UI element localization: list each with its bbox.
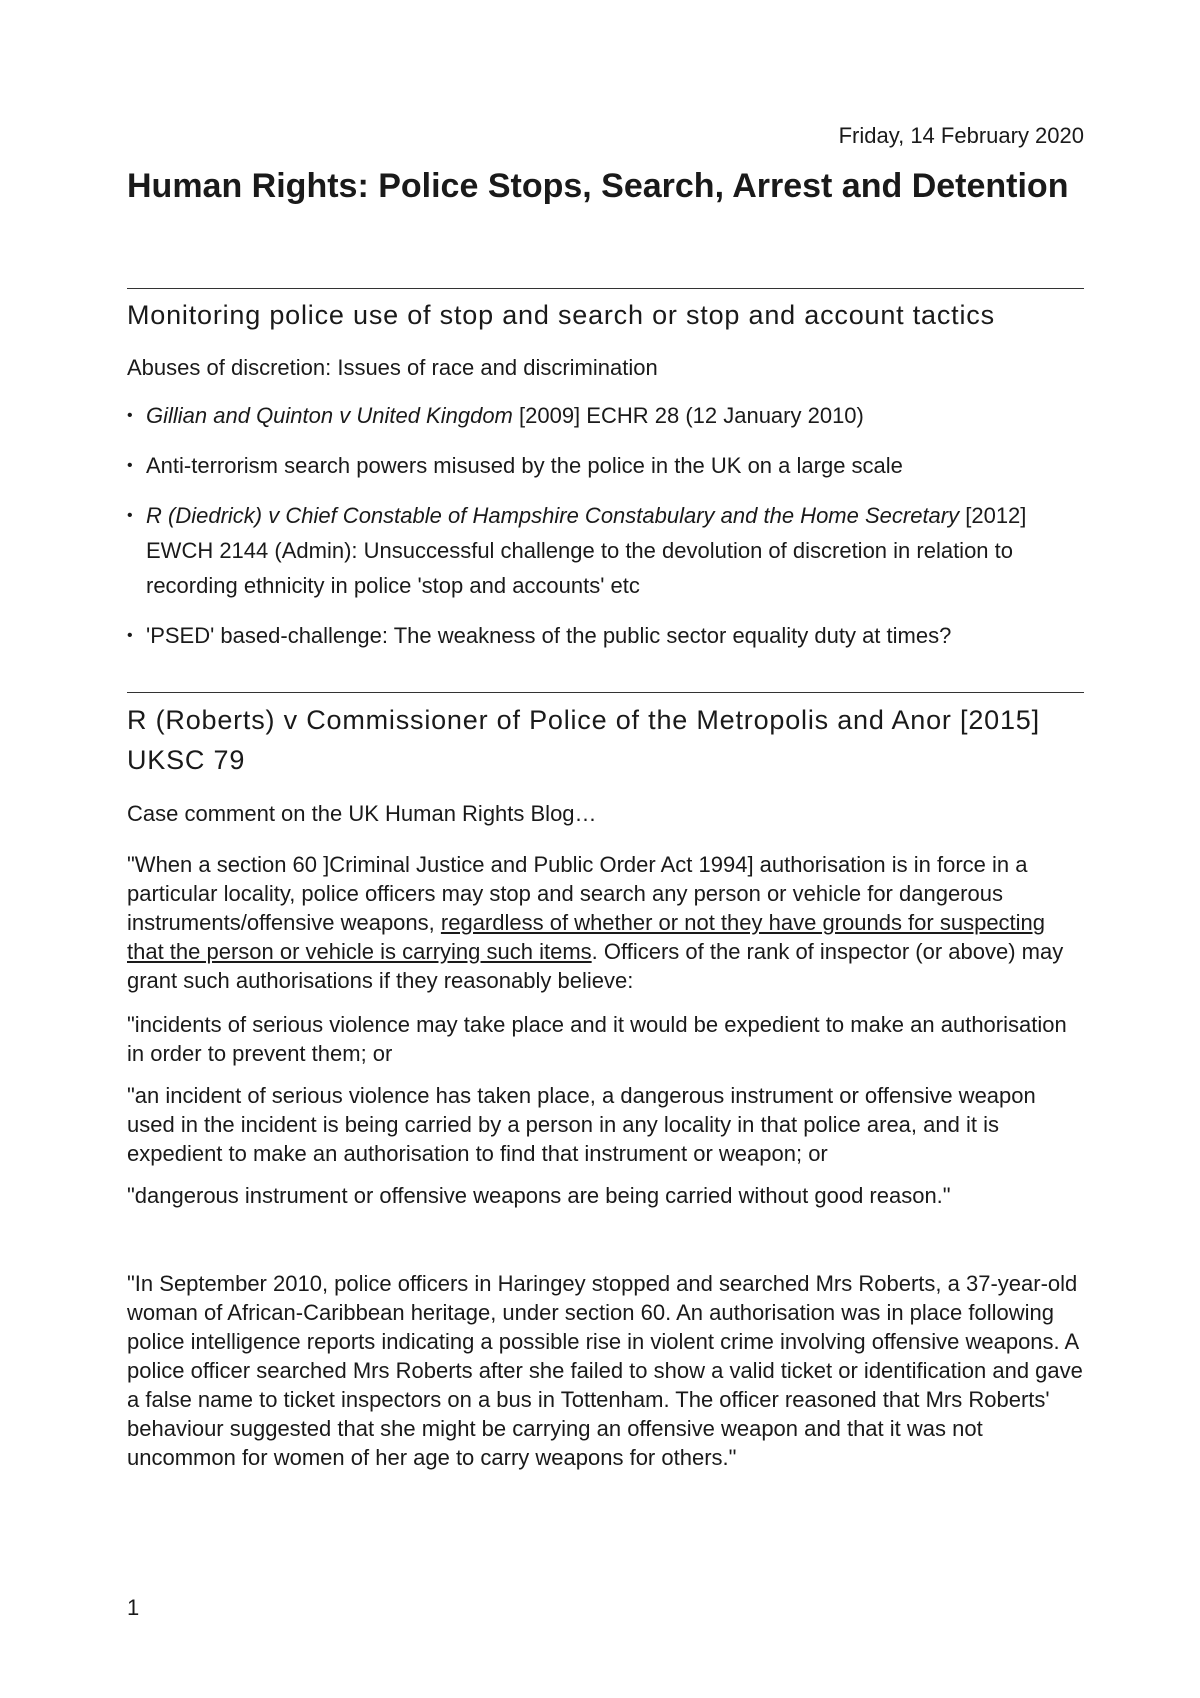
quote-paragraph: [127, 850, 1084, 995]
quote-paragraph: "In September 2010, police officers in Haringey stopped and searched Mrs Roberts, a 37-year-old woman of African-Caribbean heritage, under section 60. An authorisation was in place following police intelligence reports indicating a possible rise in violent crime involving offensive weapons. A police officer searched Mrs Roberts after she failed to show a valid ticket or identification and gave a false name to ticket inspectors on a bus in Tottenham. The officer reasoned that Mrs Roberts' behaviour suggested that she might be carrying an offensive weapon and that it was not uncommon for women of her age to carry weapons for others.": [127, 1271, 1083, 1470]
document-title: Human Rights: Police Stops, Search, Arrest and Detention: [127, 167, 1069, 205]
quote-paragraph: "incidents of serious violence may take place and it would be expedient to make an authorisation in order to prevent them; or: [127, 1012, 1067, 1066]
bullet-list: [127, 398, 1084, 668]
section-heading-stop-and-search: Monitoring police use of stop and search or stop and account tactics: [127, 300, 995, 330]
list-item: [127, 498, 1084, 603]
list-item: [127, 618, 1084, 653]
underlined-text: regardless of whether or not they have grounds for suspecting that the person or vehicle is carrying such items: [127, 910, 1046, 964]
bullet-icon: •: [127, 627, 133, 644]
subheading-abuses-of-discretion: Abuses of discretion: Issues of race and discrimination: [127, 355, 658, 380]
case-name: Gillian and Quinton v United Kingdom: [146, 403, 513, 428]
case-citation: [2009] ECHR 28 (12 January 2010): [512, 403, 864, 428]
page-number: 1: [127, 1595, 140, 1620]
document-date: Friday, 14 February 2020: [838, 123, 1084, 148]
bullet-icon: •: [127, 407, 133, 424]
case-citation: [2012] EWCH 2144 (Admin): Unsuccessful challenge to the devolution of discretion in relation to recording ethnicity in police 'stop and accounts' etc: [146, 503, 1027, 598]
list-item: [127, 398, 1084, 433]
section-heading-roberts-case: R (Roberts) v Commissioner of Police of the Metropolis and Anor [2015] UKSC 79: [127, 705, 1040, 775]
section-divider: [127, 692, 1084, 693]
quote-paragraph: "dangerous instrument or offensive weapons are being carried without good reason.": [127, 1183, 951, 1208]
bullet-icon: •: [127, 457, 133, 474]
quote-text: "When a section 60 ]Criminal Justice and Public Order Act 1994] authorisation is in force in a particular locality, police officers may stop and search any person or vehicle for dangerous instruments/offensive weapons,: [127, 852, 1028, 935]
quote-text: . Officers of the rank of inspector (or above) may grant such authorisations if they reasonably believe:: [127, 939, 1064, 993]
section-divider: [127, 288, 1084, 289]
case-name: R (Diedrick) v Chief Constable of Hampshire Constabulary and the Home Secretary: [146, 503, 960, 528]
bullet-icon: •: [127, 507, 133, 524]
list-item-text: Anti-terrorism search powers misused by the police in the UK on a large scale: [146, 453, 903, 478]
quote-paragraph: "an incident of serious violence has taken place, a dangerous instrument or offensive weapon used in the incident is being carried by a person in any locality in that police area, and it is expedient to make an authorisation to find that instrument or weapon; or: [127, 1083, 1036, 1166]
list-item-text: 'PSED' based-challenge: The weakness of the public sector equality duty at times?: [146, 623, 952, 648]
list-item: [127, 448, 1084, 483]
case-comment-intro: Case comment on the UK Human Rights Blog…: [127, 801, 597, 826]
